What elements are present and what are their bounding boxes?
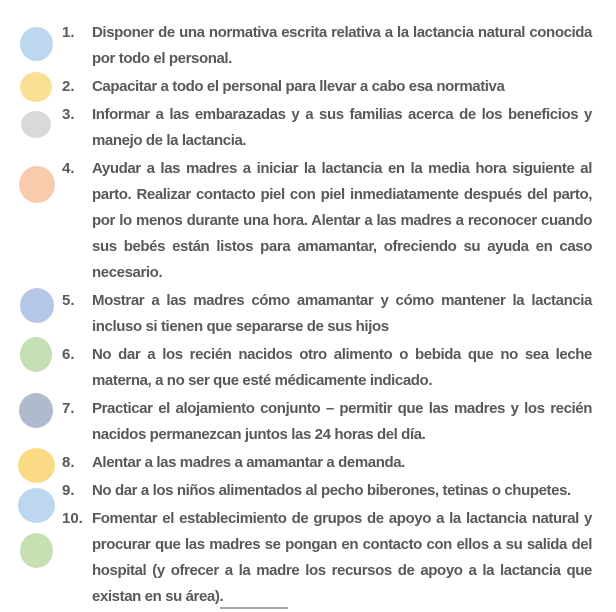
item-number: 1.: [62, 24, 75, 41]
item-text-line: No dar a los recién nacidos otro alimento o bebida que no sea leche: [92, 346, 592, 363]
list-item: [62, 20, 592, 72]
item-text: [92, 506, 592, 610]
list-item: [62, 450, 592, 476]
circle-icon: [20, 72, 52, 102]
list-item: [62, 478, 592, 504]
item-text: [92, 288, 592, 340]
item-text-line: manejo de la lactancia.: [92, 132, 247, 149]
list-item: [62, 74, 592, 100]
item-text-line: Disponer de una normativa escrita relativa a la lactancia natural conocida: [92, 24, 592, 41]
item-text: [92, 396, 592, 448]
item-text: [92, 102, 592, 154]
circle-icon: [20, 337, 52, 372]
circle-icon: [19, 166, 55, 203]
bottom-divider-line: [220, 607, 288, 609]
item-text-line: existan en su área).: [92, 588, 224, 605]
list-item: [62, 288, 592, 340]
circle-icon: [18, 448, 55, 483]
item-text-line: nacidos permanezcan juntos las 24 horas del día.: [92, 426, 426, 443]
item-number: 8.: [62, 454, 75, 471]
list-item: [62, 156, 592, 286]
list-item: [62, 396, 592, 448]
item-text-line: Mostrar a las madres cómo amamantar y cómo mantener la lactancia: [92, 292, 592, 309]
circle-icon: [19, 393, 53, 428]
numbered-list: [62, 20, 592, 612]
item-text-line: Fomentar el establecimiento de grupos de apoyo a la lactancia natural y: [92, 510, 592, 527]
circle-icon: [21, 111, 51, 138]
circle-icon: [18, 488, 55, 523]
item-text-line: incluso si tienen que separarse de sus hijos: [92, 318, 389, 335]
item-number: 2.: [62, 78, 75, 95]
list-item: [62, 506, 592, 610]
item-text-line: hospital (y ofrecer a la madre los recursos de apoyo a la lactancia que: [92, 562, 592, 579]
item-text: [92, 20, 592, 72]
item-text-line: No dar a los niños alimentados al pecho biberones, tetinas o chupetes.: [92, 482, 571, 499]
item-number: 6.: [62, 346, 75, 363]
item-number: 4.: [62, 160, 75, 177]
item-number: 10.: [62, 510, 83, 527]
item-text: [92, 478, 592, 504]
item-text-line: parto. Realizar contacto piel con piel inmediatamente después del parto,: [92, 186, 592, 203]
item-text-line: materna, a no ser que esté médicamente indicado.: [92, 372, 433, 389]
item-number: 5.: [62, 292, 75, 309]
item-text-line: Capacitar a todo el personal para llevar a cabo esa normativa: [92, 78, 505, 95]
item-text-line: Ayudar a las madres a iniciar la lactancia en la media hora siguiente al: [92, 160, 592, 177]
item-text-line: por todo el personal.: [92, 50, 232, 67]
item-text-line: necesario.: [92, 264, 163, 281]
item-text: [92, 74, 592, 100]
list-item: [62, 342, 592, 394]
item-text-line: Informar a las embarazadas y a sus familias acerca de los beneficios y: [92, 106, 592, 123]
item-text-line: procurar que las madres se pongan en contacto con ellos a su salida del: [92, 536, 592, 553]
item-text: [92, 156, 592, 286]
circle-icon: [20, 288, 54, 323]
list-item: [62, 102, 592, 154]
item-number: 9.: [62, 482, 75, 499]
item-text-line: Alentar a las madres a amamantar a demanda.: [92, 454, 405, 471]
item-text-line: Practicar el alojamiento conjunto – permitir que las madres y los recién: [92, 400, 592, 417]
item-number: 7.: [62, 400, 75, 417]
circle-icon: [20, 27, 53, 61]
item-text-line: por lo menos durante una hora. Alentar a las madres a reconocer cuando: [92, 212, 592, 229]
circle-icon: [20, 533, 53, 568]
item-text: [92, 342, 592, 394]
item-text: [92, 450, 592, 476]
item-number: 3.: [62, 106, 75, 123]
item-text-line: sus bebés están listos para amamantar, ofreciendo su ayuda en caso: [92, 238, 592, 255]
